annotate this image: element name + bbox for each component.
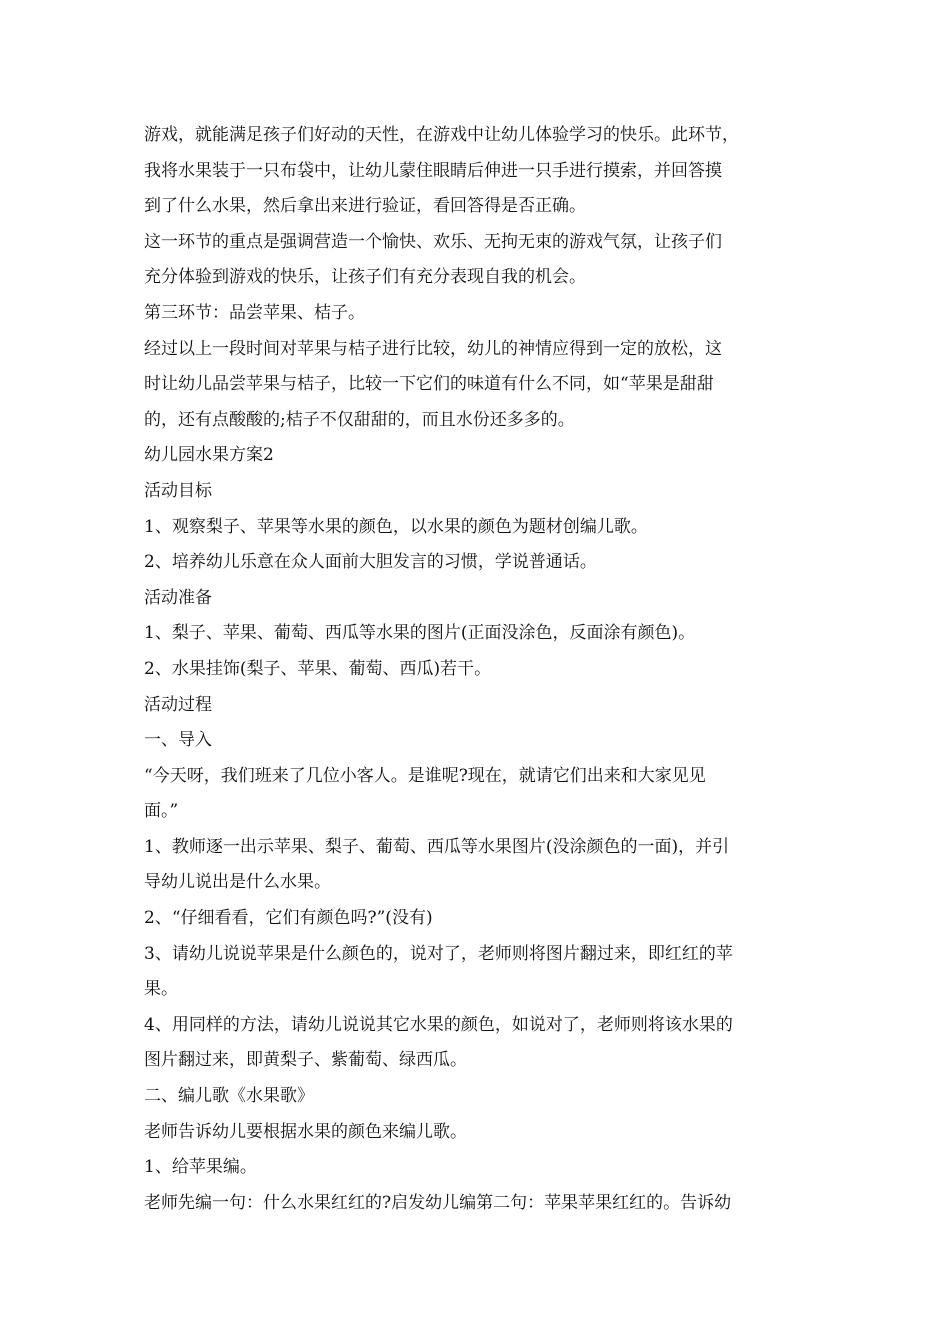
text-line: 的，还有点酸酸的;桔子不仅甜甜的，而且水份还多多的。 bbox=[144, 409, 575, 430]
text-line: 经过以上一段时间对苹果与桔子进行比较，幼儿的神情应得到一定的放松，这 bbox=[144, 338, 722, 359]
section-heading: 活动目标 bbox=[144, 480, 212, 501]
document-body bbox=[144, 118, 814, 1221]
section-heading: 第三环节：品尝苹果、桔子。 bbox=[144, 302, 365, 323]
text-line: 面。” bbox=[144, 801, 179, 822]
list-item: 1、给苹果编。 bbox=[144, 1157, 257, 1178]
text-line: “今天呀，我们班来了几位小客人。是谁呢?现在，就请它们出来和大家见见 bbox=[144, 765, 706, 786]
section-heading: 活动准备 bbox=[144, 587, 212, 608]
text-line: 这一环节的重点是强调营造一个愉快、欢乐、无拘无束的游戏气氛，让孩子们 bbox=[144, 231, 722, 252]
text-line: 充分体验到游戏的快乐，让孩子们有充分表现自我的机会。 bbox=[144, 267, 586, 288]
text-line: 图片翻过来，即黄梨子、紫葡萄、绿西瓜。 bbox=[144, 1050, 467, 1071]
document-title: 幼儿园水果方案2 bbox=[144, 445, 274, 466]
list-item: 2、水果挂饰(梨子、苹果、葡萄、西瓜)若干。 bbox=[144, 658, 492, 679]
text-line: 老师告诉幼儿要根据水果的颜色来编儿歌。 bbox=[144, 1121, 467, 1142]
text-line: 我将水果装于一只布袋中，让幼儿蒙住眼睛后伸进一只手进行摸索，并回答摸 bbox=[144, 160, 722, 181]
section-heading: 活动过程 bbox=[144, 694, 212, 715]
text-line: 老师先编一句：什么水果红红的?启发幼儿编第二句：苹果苹果红红的。告诉幼 bbox=[144, 1192, 732, 1213]
text-line: 导幼儿说出是什么水果。 bbox=[144, 872, 331, 893]
text-line: 时让幼儿品尝苹果与桔子，比较一下它们的味道有什么不同，如“苹果是甜甜 bbox=[144, 374, 714, 395]
list-item: 2、“仔细看看，它们有颜色吗?”(没有) bbox=[144, 908, 433, 929]
subsection-heading: 一、导入 bbox=[144, 730, 212, 751]
text-line: 到了什么水果，然后拿出来进行验证，看回答得是否正确。 bbox=[144, 196, 586, 217]
list-item: 3、请幼儿说说苹果是什么颜色的，说对了，老师则将图片翻过来，即红红的苹 bbox=[144, 943, 733, 964]
list-item: 4、用同样的方法，请幼儿说说其它水果的颜色，如说对了，老师则将该水果的 bbox=[144, 1014, 733, 1035]
list-item: 1、教师逐一出示苹果、梨子、葡萄、西瓜等水果图片(没涂颜色的一面)，并引 bbox=[144, 836, 730, 857]
list-item: 1、观察梨子、苹果等水果的颜色，以水果的颜色为题材创编儿歌。 bbox=[144, 516, 648, 537]
list-item: 1、梨子、苹果、葡萄、西瓜等水果的图片(正面没涂色，反面涂有颜色)。 bbox=[144, 623, 696, 644]
text-line: 果。 bbox=[144, 979, 178, 1000]
subsection-heading: 二、编儿歌《水果歌》 bbox=[144, 1086, 314, 1107]
list-item: 2、培养幼儿乐意在众人面前大胆发言的习惯，学说普通话。 bbox=[144, 552, 597, 573]
text-line: 游戏，就能满足孩子们好动的天性，在游戏中让幼儿体验学习的快乐。此环节， bbox=[144, 125, 739, 145]
